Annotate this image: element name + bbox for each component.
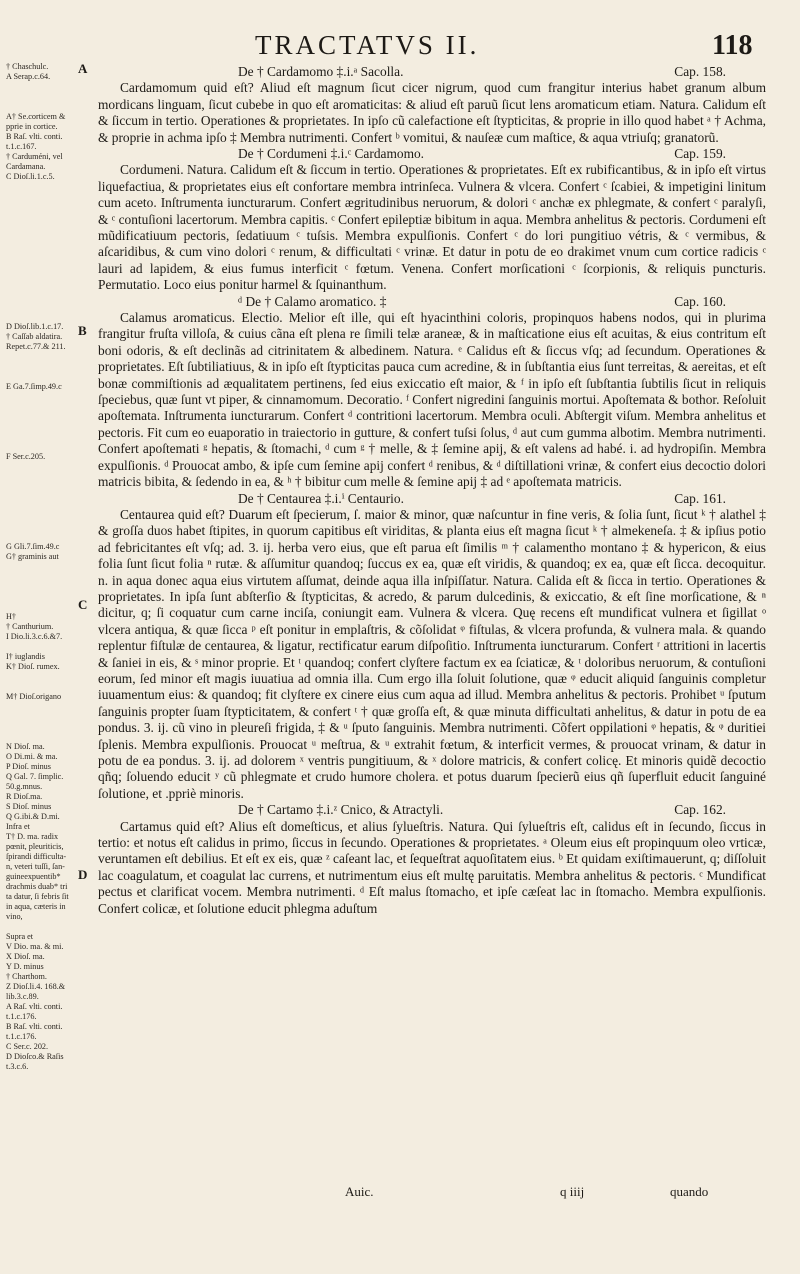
margin-note (6, 212, 84, 222)
margin-note: A† Se.corticem & (6, 112, 66, 121)
margin-note: Repet.c.77.& 211. (6, 342, 66, 351)
entry (98, 146, 766, 294)
margin-note (6, 392, 84, 402)
margin-note (6, 292, 84, 302)
chapter-number: Cap. 159. (674, 146, 726, 162)
chapter-number: Cap. 158. (674, 64, 726, 79)
running-title: TRACTATVS II. (255, 30, 480, 60)
entry-heading (98, 146, 766, 162)
entry-heading (98, 294, 766, 310)
margin-note: guineexpuentib* (6, 872, 61, 881)
margin-note: Supra et (6, 932, 34, 941)
margin-note (6, 712, 84, 722)
margin-note: t.1.c.167. (6, 142, 37, 151)
folio-number: 118 (712, 30, 753, 61)
margin-letter: D (78, 867, 88, 882)
margin-note: K† Dioſ. rumex. (6, 662, 60, 671)
margin-note (6, 282, 84, 292)
margin-note (6, 722, 84, 732)
margin-note: † Carduméni, vel (6, 152, 63, 161)
margin-note: B Raſ. vlti. conti. (6, 132, 63, 141)
margin-note: pœnit, pleuriticis, (6, 842, 64, 851)
margin-note: ſpirandi difficulta- (6, 852, 67, 861)
margin-note: lib.3.c.89. (6, 992, 39, 1001)
margin-note: N Dioſ. ma. (6, 742, 45, 751)
margin-note: † Charthom. (6, 972, 47, 981)
margin-note: t.1.c.176. (6, 1012, 37, 1021)
chapter-number: Cap. 162. (674, 802, 726, 818)
page-footer (0, 1184, 800, 1204)
margin-note: C Dioſ.li.1.c.5. (6, 172, 55, 181)
margin-note: I† iuglandis (6, 652, 45, 661)
margin-note: F Ser.c.205. (6, 452, 46, 461)
margin-note (6, 242, 84, 252)
main-text (98, 64, 766, 917)
entry-title: De † Centaurea ‡.i.ⁱ Centaurio. (238, 490, 404, 506)
margin-note: pprie in cortice. (6, 122, 58, 131)
chapter-number: Cap. 161. (674, 490, 726, 506)
margin-note (6, 492, 84, 502)
margin-note (6, 682, 84, 692)
margin-note: D Dioſ.lib.1.c.17. (6, 322, 64, 331)
margin-note: M† Dioſ.origano (6, 692, 62, 701)
margin-note (6, 672, 84, 682)
margin-note (6, 532, 84, 542)
entry-heading (98, 64, 766, 80)
margin-note (6, 302, 84, 312)
margin-note (6, 572, 84, 582)
gathering-mark: q iiij (560, 1184, 585, 1199)
margin-note (6, 232, 84, 242)
margin-note: R Dioſ.ma. (6, 792, 43, 801)
margin-note (6, 412, 84, 422)
margin-note: T† D. ma. radix (6, 832, 59, 841)
margin-letter: A (78, 61, 88, 76)
entry-heading (98, 491, 766, 507)
margin-note: V Dio. ma. & mi. (6, 942, 64, 951)
margin-letter: B (78, 323, 87, 338)
margin-note (6, 372, 84, 382)
entry-body: Cordumeni. Natura. Calidum eſt & ſiccum in tertio. Operationes & proprietates. Eſt ex rubificantibus, & in ipſo eſt virtus liquefactiua, & proprietates eius eſt confortare membra intrinſeca. Vulnera & vlcera. Confert ᶜ ſcabiei, & impetigini linitum cum aceto. Inſtrumenta iuncturarum. Confert ægritudinibus neruorum, & dolori ᶜ anchæ ex phlegmate, & confert ᶜ paralyſi, & ᶜ contuſioni lacertorum. Membra capitis. ᶜ Confert epileptiæ bibitum in aqua. Membra anhelitus & pectoris. Cordumeni eſt mũdificatiuum pectoris, ſedatiuum ᶜ tuſsis. Membra expulſionis. Confert ᶜ do lori pungitiuo vétris, & ᶜ vermibus, & aſcaridibus, & cum vino dolori ᶜ renum, & difficultati ᶜ vrinæ. Et datur in potu de eo drakimet vnum cum cortice radicis ᶜ lauri ad lapidem, & eius fumus interficit ᶜ fœtum. Venena. Confert morſicationi ᶜ ſcorpionis, & reliquis puncturis. Permutatio. Loco eius ponitur harmel & ſquinanthum. (98, 162, 766, 293)
margin-note: Cardamana. (6, 162, 46, 171)
entry-heading (98, 802, 766, 818)
margin-note (6, 512, 84, 522)
margin-note: Y D. minus (6, 962, 44, 971)
margin-note: C Ser.c. 202. (6, 1042, 49, 1051)
margin-note (6, 642, 84, 652)
margin-note (6, 272, 84, 282)
margin-note (6, 922, 84, 932)
entry-body: Centaurea quid eſt? Duarum eſt ſpecierum, ſ. maior & minor, quæ naſcuntur in fine veris, & ſolia ſunt, ſicut ᵏ † alathel ‡ & groſſa duos habet ſtipites, in quorum capitibus eſt viriditas, & planta eius eſt magna ſicut ᵏ † almekeneſa. ‡ & ipſius potio ad febricitantes eſt vſq; ad. 3. ij. herba vero eius, que eſt parua eſt ſimilis ᵐ † calamentho montano ‡ & hypericon, & eius folia ſunt ſicut folia ⁿ rutæ. & aſſumitur quandoq; ſuccus ex ea, quæ eſt viridis, & quandoq; ex ea, quæ eſt ſicca. decoquitur. n. in aqua donec aqua eius virtutem aſſumat, deinde aqua illa inſpiſſatur. Natura. Calida eſt & ſicca in tertio. Operationes & proprietates. In ipſa ſunt abſterſio & ſtypticitas, & acredo, & parum dulcedinis, & exiccatio, & eſt ſine morſicatione, & ⁿ dicitur, q; ſi coquatur cum carne inciſa, coniungit eam. Vulnera & vlcera. Quę recens eſt mundificat vulnera et ſigillat ᵒ vlcera antiqua, & quæ ſicca ᵖ eſt ponitur in emplaſtris, & cõſolidat ᵠ fiſtulas, & vlcera profunda, & vulnera mala. & quando replentur fiſtulæ de centaurea, & ligatur, rectificatur earum diſpoſitio. Inſtrumenta iuncturarum. Confert ʳ attritioni in lacertis & ſaniei in eis, & ˢ minor proprie. Et ᵗ quandoq; confert clyſtere factum ex ea ſciaticæ, & ᵗ doloribus neruorum, & contuſioni eorum, ſed minor eſt magis iuuatiua ad omnia illa. Cum ergo illa ſoluit ſolutione, quæ ᵠ educit aliquid ſanguinis completur iuuamentum eius: & quandoq; fit clyſtere ex cinere eius cum aqua ad illud. Membra anhelitus & pectoris. Prohibet ᵘ ſputum ſanguinis propter ſuam ſtypticitatem, & confert ᵗ † quæ groſſa eſt, & quæ minuta difficultati anhelitus, & datur in potu de ea pondus. 3. ij. cũ vino in pleureſi frigida, ‡ & ᵘ ſputo ſanguinis. Membra nutrimenti. Cõfert oppilationi ᵠ hepatis, & ᵠ duritiei ſplenis. Membra expulſionis. Prouocat ᵘ meſtrua, & ᵘ extrahit fœtum, & interficit vermes, & prouocat vrinam, & datur in potu de ea pondus. 3. ij. ad dolorem ˣ ventris pungitiuum, & ˣ dolore matricis, & confert colicę. Et minoris quidẽ decoctio qñq; ſoluendo educit ʸ cũ phlegmate et crudo humore cholera. et potus duarum ſpecierũ eius qñ ſuperfluit educit ſanguiné ſolutione, et .ppriè minoris. (98, 506, 766, 801)
margin-note: n, veteri tuſſi, ſan- (6, 862, 65, 871)
margin-note (6, 352, 84, 362)
entry-title: ᵈ De † Calamo aromatico. ‡ (238, 293, 387, 309)
margin-note (6, 262, 84, 272)
catchword: quando (670, 1184, 709, 1199)
chapter-number: Cap. 160. (674, 293, 726, 309)
margin-note: drachmis duab* tri (6, 882, 68, 891)
margin-note: I Dio.li.3.c.6.&7. (6, 632, 63, 641)
entry (98, 294, 766, 491)
margin-note (6, 202, 84, 212)
margin-note (6, 422, 84, 432)
entry (98, 802, 766, 917)
margin-note: E Ga.7.ſimp.49.c (6, 382, 62, 391)
margin-note (6, 402, 84, 412)
margin-note: G† graminis aut (6, 552, 59, 561)
margin-note (6, 82, 84, 92)
margin-note: 50.g.mnus. (6, 782, 43, 791)
margin-note (6, 582, 84, 592)
margin-note: in aqua, cæteris in (6, 902, 66, 911)
margin-note (6, 312, 84, 322)
margin-note (6, 102, 84, 112)
margin-note: Q Gal. 7. ſimplic. (6, 772, 64, 781)
margin-note: S Dioſ. minus (6, 802, 52, 811)
footer-signature: Auic. (345, 1184, 374, 1199)
margin-note (6, 592, 84, 602)
margin-notes (6, 62, 84, 1072)
margin-note (6, 442, 84, 452)
margin-letter: C (78, 597, 88, 612)
margin-note (6, 192, 84, 202)
margin-note (6, 562, 84, 572)
margin-note (6, 702, 84, 712)
margin-note: Z Dioſ.li.4. 168.& (6, 982, 66, 991)
margin-note (6, 432, 84, 442)
margin-note: Infra et (6, 822, 30, 831)
margin-note: B Raſ. vlti. conti. (6, 1022, 63, 1031)
margin-note (6, 182, 84, 192)
margin-note: G Gli.7.ſim.49.c (6, 542, 60, 551)
margin-note: H† (6, 612, 17, 621)
margin-note: P Dioſ. minus (6, 762, 51, 771)
margin-note: Q G.ibi.& D.mi. (6, 812, 60, 821)
margin-note (6, 252, 84, 262)
entry-title: De † Cardamomo ‡.i.ᵃ Sacolla. (238, 64, 404, 79)
entry (98, 491, 766, 803)
margin-note (6, 362, 84, 372)
margin-note: t.1.c.176. (6, 1032, 37, 1041)
margin-note: X Dioſ. ma. (6, 952, 45, 961)
margin-note: vino, (6, 912, 23, 921)
margin-note: t.3.c.6. (6, 1062, 29, 1071)
margin-note: † Chaschulc. (6, 62, 49, 71)
margin-note (6, 462, 84, 472)
margin-note: ta datur, ſi febris ſit (6, 892, 69, 901)
margin-note (6, 92, 84, 102)
margin-note (6, 222, 84, 232)
margin-note: A Raſ. vlti. conti. (6, 1002, 63, 1011)
margin-note: D Dioſco.& Raſis (6, 1052, 64, 1061)
entry-body: Cartamus quid eſt? Alius eſt domeſticus, et alius ſylueſtris. Natura. Qui ſylueſtris eſt, calidus eſt in ſecundo, ſiccus in tertio: et notus eſt calidus in primo, ſiccus in ſecundo. Operationes & proprietates. ᵃ Oleum eius eſt propinquum oleo vrticæ, veruntamen eſt debilius. Et eſt ex eis, quæ ᶻ caſeant lac, et ſequeſtrat aquoſitatem eius. ᵇ Et quidam exiſtimauerunt, q; diſſoluit lac coagulatum, et coagulat lac currens, et nutrimentum eius eſt multę paruitatis. Membra anhelitus & pectoris. ᶜ Mundificat pectus et clarificat vocem. Membra nutrimenti. ᵈ Eſt malus ſtomacho, et ipſe cæſeat lac in ſtomacho. Membra expulſionis. Confert colicæ, et ſolutione educit phlegma aduſtum (98, 818, 766, 916)
entry-body: Cardamomum quid eſt? Aliud eſt magnum ſicut cicer nigrum, quod cum frangitur interius habet granum album mordicans linguam, ſicut cubebe in quo eſt aromaticitas: & aliud eſt paruũ ſicut lens aromaticum etiam. Natura. Calidum eſt & ſiccum in tertio. Operationes & proprietates. In ipſo cũ calefactione eſt ſtypticitas, & proprie in illo quod habet ᵃ † Achma, & proprie in achma ipſo ‡ Membra nutrimenti. Confert ᵇ vomitui, & nauſeæ cum maſtice, & aqua vtriuſq; granatorũ. (98, 80, 766, 145)
margin-note (6, 472, 84, 482)
entry-title: De † Cartamo ‡.i.ᶻ Cnico, & Atractyli. (238, 802, 444, 818)
margin-note (6, 482, 84, 492)
margin-note (6, 602, 84, 612)
margin-note (6, 522, 84, 532)
margin-note: O Di.mi. & ma. (6, 752, 58, 761)
margin-note (6, 502, 84, 512)
entry-title: De † Cordumeni ‡.i.ᶜ Cardamomo. (238, 146, 425, 162)
margin-note: A Serap.c.64. (6, 72, 51, 81)
entry (98, 64, 766, 146)
margin-note: † Canthurium. (6, 622, 54, 631)
margin-note: † Caſſab aldatira. (6, 332, 63, 341)
margin-note (6, 732, 84, 742)
entry-body: Calamus aromaticus. Electio. Melior eſt ille, qui eſt hyacinthini coloris, propinquos habens nodos, qui in plurima frangitur fruſta villoſa, & cuius cãna eſt plena re ſimili telæ araneæ, & in maſticatione eius eſt acuitas, & eius contritum eſt boni odoris, & eſt declinãs ad citrinitatem & albedinem. Natura. ᵉ Calidus eſt & ſiccus vſq; ad ſecundum. Operationes & proprietates. Eſt ſubtiliatiuus, & in ipſo eſt ſtypticitas pauca cum acredine, & in ſubſtantia eius ſunt terreitas, & aereitas, et eſt bonæ commiſtionis ad æqualitatem pertinens, ſed eius exiccatio eſt maior, & ᶠ in ipſo eſt ſubſtantia ſubtilis ſicut in reliquis ſpeciebus, quæ ſunt vt piper, & cinnamomum. Decoratio. ᶠ Confert nigredini ſanguinis mortui. Apoſtemata & bothor. Reſoluit apoſtemata. Inſtrumenta iuncturarum. Confert ᵈ contritioni lacertorum. Membra oculi. Abſtergit viſum. Membra anhelitus et pectoris. Fit cum eo euaporatio in traiectorio in gutture, & confert tuſsi ſolus, ᵈ aut cum gumma albotim. Membra nutrimenti. Confert apoſtemati ᵍ hepatis, & ſtomachi, ᵈ cum ᵍ † melle, & ‡ ſemine apij, & eſt valens ad habé. i. ad hydropiſin. Membra expulſionis. ᵈ Prouocat ambo, & ipſe cum ſemine apij confert ᵈ renibus, & ᵈ diſtillationi vrinæ, & confert eius decoctio dolori matricis bibita, & ſedendo in ea, & ʰ † bibitur cum melle & ſemine apij ‡ ad ᵉ apoſtemata matricis. (98, 310, 766, 490)
